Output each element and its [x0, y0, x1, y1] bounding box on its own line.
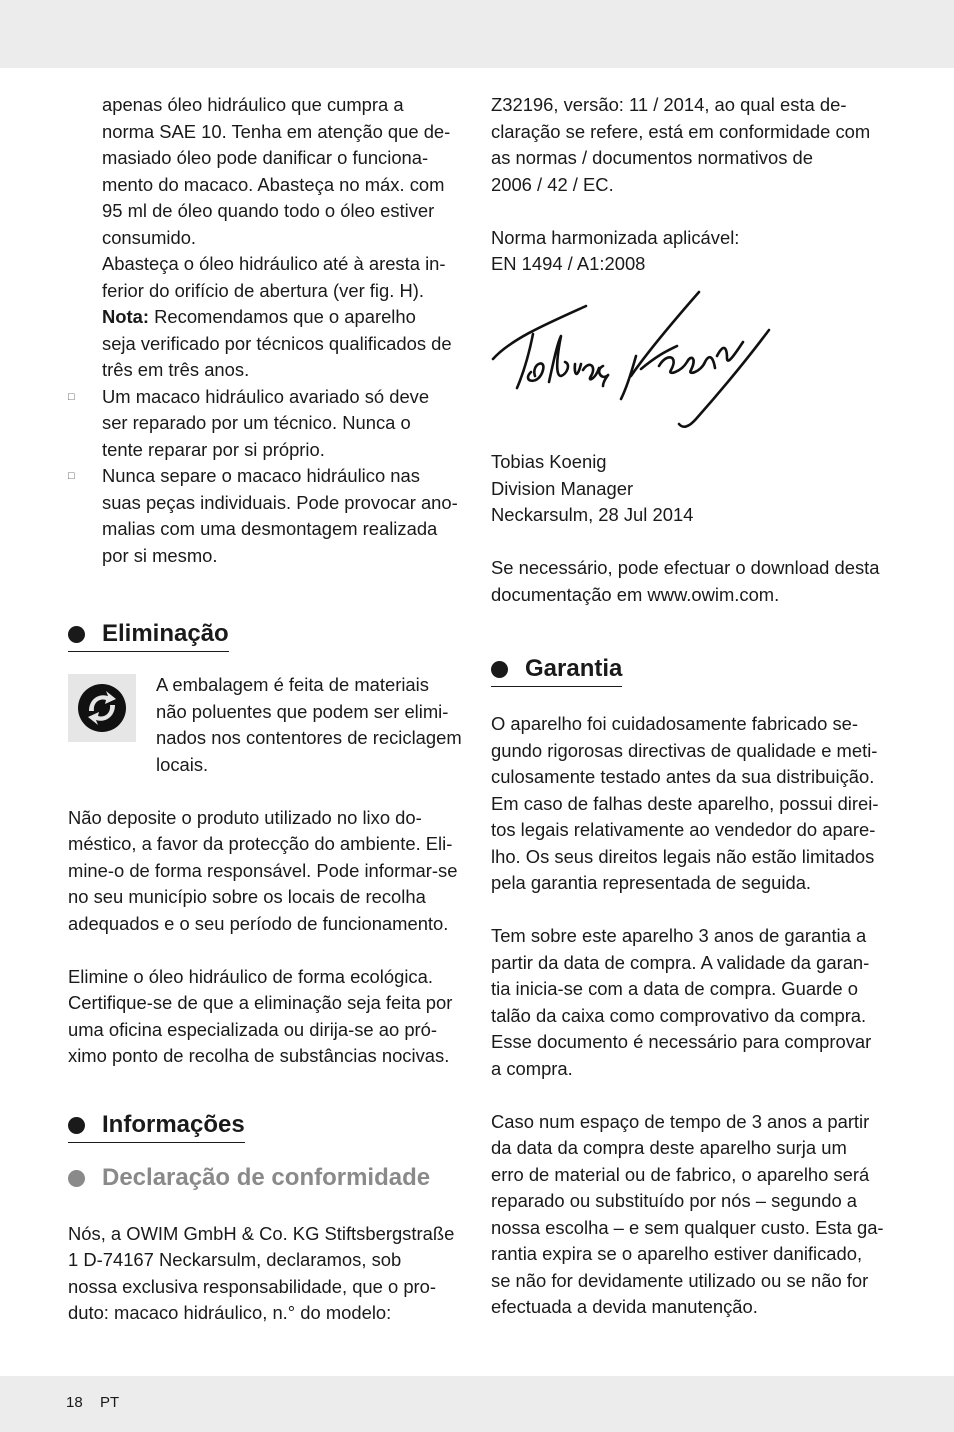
text-line: ser reparado por um técnico. Nunca o — [102, 412, 411, 433]
oil-disposal-paragraph — [68, 964, 468, 1070]
text-line: partir da data de compra. A validade da garan- — [491, 951, 870, 973]
checkbox-bullet-icon: □ — [68, 470, 75, 482]
text-line: a compra. — [491, 1057, 573, 1079]
text-line: A embalagem é feita de materiais — [156, 674, 429, 695]
download-note — [491, 555, 889, 608]
bullet-item — [68, 384, 468, 464]
text-line: Certifique-se de que a eliminação seja feita por — [68, 992, 453, 1013]
text-line: nossa exclusiva responsabilidade, que o pro- — [68, 1275, 437, 1297]
header-band — [0, 0, 954, 68]
warranty-paragraph — [491, 1109, 889, 1321]
text-line: erro de material ou de fabrico, o aparelho será — [491, 1163, 870, 1185]
text-line: Caso num espaço de tempo de 3 anos a partir — [491, 1110, 870, 1132]
text-line: tos legais relativamente ao vendedor do apare- — [491, 819, 876, 840]
text-line: claração se refere, está em conformidade com — [491, 120, 871, 142]
text-line: talão da caixa como comprovativo da compra. — [491, 1004, 867, 1026]
text-line: Em caso de falhas deste aparelho, possui direi- — [491, 792, 879, 814]
signer-place-date: Neckarsulm, 28 Jul 2014 — [491, 504, 694, 525]
text-line: por si mesmo. — [102, 544, 218, 566]
recycling-notice — [68, 672, 468, 778]
warranty-paragraph — [491, 923, 889, 1082]
page-number: 18 — [66, 1394, 83, 1411]
text-line: adequados e o seu período de funcionamento. — [68, 912, 449, 934]
disposal-paragraph — [68, 805, 468, 938]
text-line: mine-o de forma responsável. Pode informar-se — [68, 859, 458, 881]
text-line: mento do macaco. Abasteça no máx. com — [102, 173, 445, 195]
text-line: tia inicia-se com a data de compra. Guarde o — [491, 978, 858, 999]
signature-image — [491, 284, 791, 434]
text-line: 1 D-74167 Neckarsulm, declaramos, sob — [68, 1249, 402, 1270]
text-line: locais. — [156, 753, 209, 775]
bullet-dot-icon — [68, 1170, 85, 1187]
text-line: Norma harmonizada aplicável: — [491, 226, 740, 248]
text-line: Um macaco hidráulico avariado só deve — [102, 385, 430, 407]
heading-text: Declaração de conformidade — [102, 1163, 431, 1191]
text-line: Tem sobre este aparelho 3 anos de garantia a — [491, 925, 867, 946]
text-line: suas peças individuais. Pode provocar ano- — [102, 491, 458, 513]
text-line: ferior do orifício de abertura (ver fig. H). — [102, 279, 424, 301]
text-line: norma SAE 10. Tenha em atenção que de- — [102, 120, 451, 142]
language-code: PT — [100, 1394, 120, 1411]
text-line: se não for devidamente utilizado ou se não for — [491, 1269, 869, 1291]
text-line: três em três anos. — [102, 359, 250, 380]
right-column — [491, 92, 889, 1321]
recycling-icon — [68, 674, 136, 742]
text-line: tente reparar por si próprio. — [102, 438, 325, 460]
text-line: da data da compra deste aparelho surja um — [491, 1137, 847, 1158]
text-line: Z32196, versão: 11 / 2014, ao qual esta de- — [491, 94, 847, 115]
bullet-dot-icon — [491, 661, 508, 678]
text-line: gundo rigorosas directivas de qualidade e meti- — [491, 739, 878, 761]
note-text: Recomendamos que o aparelho — [149, 306, 416, 327]
text-line: 95 ml de óleo quando todo o óleo estiver — [102, 200, 435, 221]
bullet-dot-icon — [68, 626, 85, 643]
note-label: Nota: — [102, 306, 149, 327]
section-heading-conformity — [68, 1163, 430, 1195]
checkbox-bullet-icon: □ — [68, 390, 75, 403]
text-line: méstico, a favor da protecção do ambiente. Eli- — [68, 833, 453, 854]
text-line: seja verificado por técnicos qualificados de — [102, 332, 452, 354]
text-line: masiado óleo pode danificar o funciona- — [102, 147, 429, 168]
signer-name: Tobias Koenig — [491, 451, 607, 472]
text-line: uma oficina especializada ou dirija-se ao pró- — [68, 1018, 438, 1040]
text-line: rantia expira se o aparelho estiver danificado, — [491, 1243, 863, 1264]
bullet-item — [68, 463, 468, 569]
text-line: ximo ponto de recolha de substâncias nocivas. — [68, 1045, 450, 1066]
heading-text: Informações — [102, 1110, 245, 1138]
footer-band — [0, 1376, 954, 1432]
note-line — [102, 304, 468, 331]
text-line: Esse documento é necessário para comprovar — [491, 1031, 872, 1052]
text-line: nados nos contentores de reciclagem — [156, 727, 462, 748]
text-line: Elimine o óleo hidráulico de forma ecológica. — [68, 965, 433, 987]
section-heading-info — [68, 1110, 245, 1143]
text-line: documentação em www.owim.com. — [491, 583, 780, 605]
section-heading-disposal — [68, 619, 229, 652]
warranty-paragraph — [491, 711, 889, 897]
text-line: apenas óleo hidráulico que cumpra a — [102, 94, 404, 115]
signer-block — [491, 449, 889, 529]
signer-title: Division Manager — [491, 477, 634, 499]
heading-text: Garantia — [525, 655, 623, 682]
conformity-paragraph — [68, 1221, 468, 1327]
text-line: efectuada a devida manutenção. — [491, 1296, 758, 1317]
text-line: no seu município sobre os locais de recolha — [68, 886, 426, 907]
text-line: O aparelho foi cuidadosamente fabricado se- — [491, 713, 859, 734]
text-line: malias com uma desmontagem realizada — [102, 518, 438, 539]
conformity-continuation — [491, 92, 889, 198]
text-line: reparado ou substituído por nós – segundo a — [491, 1190, 858, 1211]
text-line: 2006 / 42 / EC. — [491, 173, 614, 195]
left-column — [68, 92, 468, 1327]
section-heading-warranty — [491, 654, 622, 687]
text-line: consumido. — [102, 226, 197, 248]
text-line: pela garantia representada de seguida. — [491, 872, 812, 893]
harmonized-norm — [491, 225, 889, 278]
text-line: culosamente testado antes da sua distribuição. — [491, 766, 875, 787]
text-line: Nunca separe o macaco hidráulico nas — [102, 465, 420, 486]
text-line: Não deposite o produto utilizado no lixo do- — [68, 806, 422, 828]
oil-instructions — [68, 92, 468, 384]
text-line: não poluentes que podem ser elimi- — [156, 700, 449, 722]
text-line: as normas / documentos normativos de — [491, 147, 813, 168]
text-line: duto: macaco hidráulico, n.° do modelo: — [68, 1302, 392, 1323]
text-line: EN 1494 / A1:2008 — [491, 253, 646, 274]
text-line: Abasteça o óleo hidráulico até à aresta in- — [102, 253, 446, 274]
text-line: Se necessário, pode efectuar o download desta — [491, 557, 880, 578]
heading-text: Eliminação — [102, 620, 229, 647]
text-line: Nós, a OWIM GmbH & Co. KG Stiftsbergstraße — [68, 1222, 455, 1244]
text-line: lho. Os seus direitos legais não estão limitados — [491, 845, 875, 867]
text-line: nossa escolha – e sem qualquer custo. Esta ga- — [491, 1216, 884, 1238]
bullet-dot-icon — [68, 1117, 85, 1134]
